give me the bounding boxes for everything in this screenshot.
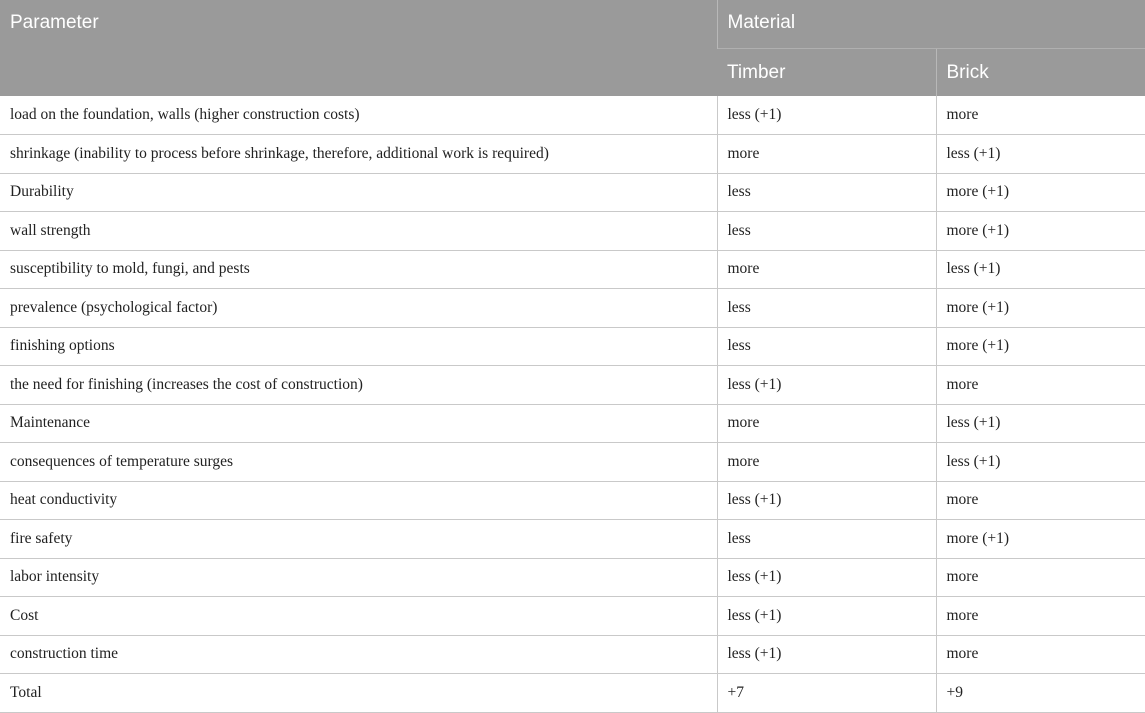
timber-cell: less (+1) bbox=[717, 635, 936, 674]
header-row-top bbox=[0, 0, 1145, 48]
table-row bbox=[0, 96, 1145, 135]
brick-cell: less (+1) bbox=[936, 443, 1145, 482]
timber-cell: less bbox=[717, 520, 936, 559]
timber-cell: more bbox=[717, 443, 936, 482]
timber-cell: +7 bbox=[717, 674, 936, 713]
timber-cell: less (+1) bbox=[717, 558, 936, 597]
parameter-header: Parameter bbox=[0, 0, 717, 96]
timber-cell: less (+1) bbox=[717, 597, 936, 636]
table-row bbox=[0, 250, 1145, 289]
table-row bbox=[0, 597, 1145, 636]
timber-header: Timber bbox=[717, 48, 936, 96]
parameter-cell: prevalence (psychological factor) bbox=[0, 289, 717, 328]
parameter-cell: consequences of temperature surges bbox=[0, 443, 717, 482]
parameter-cell: Maintenance bbox=[0, 404, 717, 443]
brick-cell: more (+1) bbox=[936, 173, 1145, 212]
table-row bbox=[0, 212, 1145, 251]
table-row bbox=[0, 327, 1145, 366]
brick-header: Brick bbox=[936, 48, 1145, 96]
parameter-cell: labor intensity bbox=[0, 558, 717, 597]
table-row bbox=[0, 289, 1145, 328]
table-row bbox=[0, 481, 1145, 520]
table-row bbox=[0, 404, 1145, 443]
brick-cell: more bbox=[936, 635, 1145, 674]
timber-cell: less bbox=[717, 289, 936, 328]
parameter-cell: susceptibility to mold, fungi, and pests bbox=[0, 250, 717, 289]
table-row bbox=[0, 173, 1145, 212]
table-row bbox=[0, 558, 1145, 597]
timber-cell: less bbox=[717, 212, 936, 251]
brick-cell: less (+1) bbox=[936, 135, 1145, 174]
total-row bbox=[0, 674, 1145, 713]
brick-cell: more (+1) bbox=[936, 520, 1145, 559]
parameter-cell: Cost bbox=[0, 597, 717, 636]
timber-cell: less (+1) bbox=[717, 481, 936, 520]
timber-cell: more bbox=[717, 135, 936, 174]
timber-cell: less bbox=[717, 173, 936, 212]
brick-cell: more bbox=[936, 96, 1145, 135]
timber-cell: less (+1) bbox=[717, 96, 936, 135]
parameter-cell: fire safety bbox=[0, 520, 717, 559]
parameter-cell: Total bbox=[0, 674, 717, 713]
timber-cell: more bbox=[717, 404, 936, 443]
parameter-cell: shrinkage (inability to process before shrinkage, therefore, additional work is required) bbox=[0, 135, 717, 174]
parameter-cell: wall strength bbox=[0, 212, 717, 251]
table-row bbox=[0, 135, 1145, 174]
timber-cell: less (+1) bbox=[717, 366, 936, 405]
brick-cell: more bbox=[936, 558, 1145, 597]
brick-cell: more bbox=[936, 366, 1145, 405]
brick-cell: more bbox=[936, 597, 1145, 636]
parameter-cell: Durability bbox=[0, 173, 717, 212]
brick-cell: less (+1) bbox=[936, 250, 1145, 289]
brick-cell: more bbox=[936, 481, 1145, 520]
table-row bbox=[0, 520, 1145, 559]
table-row bbox=[0, 366, 1145, 405]
parameter-cell: finishing options bbox=[0, 327, 717, 366]
parameter-cell: load on the foundation, walls (higher construction costs) bbox=[0, 96, 717, 135]
timber-cell: more bbox=[717, 250, 936, 289]
table-header bbox=[0, 0, 1145, 96]
brick-cell: more (+1) bbox=[936, 212, 1145, 251]
material-header: Material bbox=[717, 0, 1145, 48]
timber-cell: less bbox=[717, 327, 936, 366]
parameter-cell: construction time bbox=[0, 635, 717, 674]
table-row bbox=[0, 443, 1145, 482]
brick-cell: +9 bbox=[936, 674, 1145, 713]
table-body bbox=[0, 96, 1145, 712]
brick-cell: more (+1) bbox=[936, 327, 1145, 366]
parameter-cell: heat conductivity bbox=[0, 481, 717, 520]
parameter-cell: the need for finishing (increases the cost of construction) bbox=[0, 366, 717, 405]
brick-cell: less (+1) bbox=[936, 404, 1145, 443]
brick-cell: more (+1) bbox=[936, 289, 1145, 328]
table-row bbox=[0, 635, 1145, 674]
